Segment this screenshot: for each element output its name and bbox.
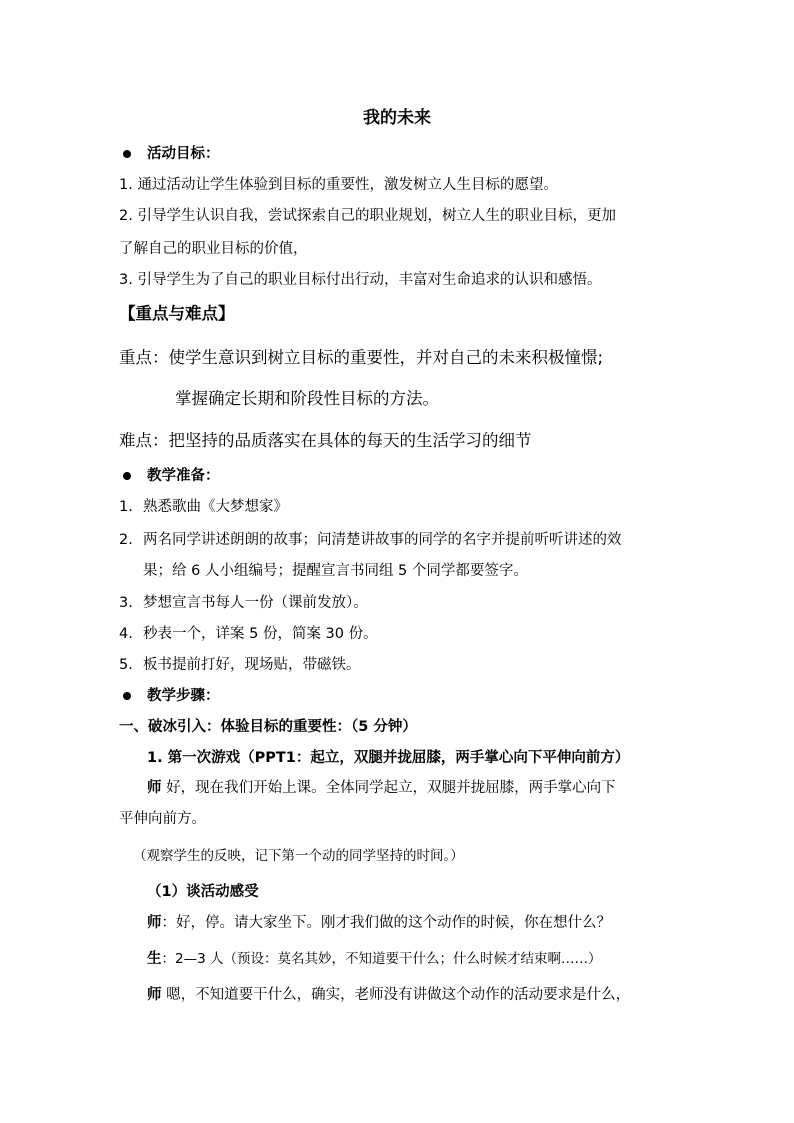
teacher-label: 师: [147, 915, 162, 931]
key-label: 重点：: [119, 348, 169, 367]
teacher-line-cont: 平伸向前方。: [119, 811, 206, 827]
preparation-item: [119, 624, 378, 644]
bullet-icon: [123, 472, 131, 480]
objective-item: 了解自己的职业目标的价值，: [119, 241, 308, 257]
student-line: [147, 949, 601, 969]
observation-note: （观察学生的反映，记下第一个动的同学坚持的时间。）: [133, 848, 464, 864]
teacher-label: 师: [147, 780, 162, 796]
teacher-text: 嗯，不知道要干什么，确实，老师没有讲做这个动作的活动要求是什么，: [161, 987, 631, 1003]
item-number: 3.: [119, 595, 133, 611]
student-text: ：2—3 人（预设：莫名其妙，不知道要干什么；什么时候才结束啊……）: [161, 951, 602, 967]
student-label: 生: [147, 951, 162, 967]
item-text: 秒表一个，详案 5 份，简案 30 份。: [143, 626, 378, 642]
preparation-item: [119, 497, 288, 517]
teacher-label: 师: [147, 987, 162, 1003]
subsection-heading: （1）谈活动感受: [147, 884, 259, 900]
item-text: 板书提前打好，现场贴，带磁铁。: [143, 657, 361, 673]
difficult-label: 难点：: [119, 431, 169, 450]
preparation-item: [119, 593, 368, 613]
preparation-heading: 教学准备：: [147, 468, 220, 484]
teacher-text: ：好，停。请大家坐下。刚才我们做的这个动作的时候，你在想什么？: [161, 915, 611, 931]
teacher-text: 好，现在我们开始上课。全体同学起立，双腿并拢屈膝，两手掌心向下: [161, 780, 616, 796]
section-heading: 一、破冰引入：体验目标的重要性：（5 分钟）: [119, 719, 417, 735]
teacher-line: [147, 778, 616, 798]
item-number: 5.: [119, 657, 133, 673]
item-text: 梦想宣言书每人一份（课前发放）。: [143, 595, 368, 611]
page-title: 我的未来: [363, 108, 431, 128]
item-number: 1.: [119, 499, 133, 515]
objective-item: 1. 通过活动让学生体验到目标的重要性，激发树立人生目标的愿望。: [119, 177, 558, 193]
preparation-item: [119, 655, 361, 675]
objectives-heading: 活动目标：: [147, 146, 220, 162]
item-text: 两名同学讲述朗朗的故事；问清楚讲故事的同学的名字并提前听听讲述的效: [143, 532, 622, 548]
difficult-text: 把坚持的品质落实在具体的每天的生活学习的细节: [168, 431, 532, 450]
bullet-icon: [123, 150, 131, 158]
key-point-line-2: 掌握确定长期和阶段性目标的方法。: [175, 389, 439, 408]
key-text: 使学生意识到树立目标的重要性，并对自己的未来积极憧憬;: [168, 348, 604, 367]
bullet-icon: [123, 692, 131, 700]
teacher-line: [147, 913, 611, 933]
item-text: 熟悉歌曲《大梦想家》: [143, 499, 288, 515]
game-heading: 1. 第一次游戏（PPT1：起立，双腿并拢屈膝，两手掌心向下平伸向前方）: [147, 750, 630, 766]
preparation-item-cont: 果；给 6 人小组编号；提醒宣言书同组 5 个同学都要签字。: [143, 563, 528, 579]
objective-item: 2. 引导学生认识自我，尝试探索自己的职业规划，树立人生的职业目标，更加: [119, 208, 616, 224]
steps-heading: 教学步骤：: [147, 688, 220, 704]
key-point-line: [119, 347, 603, 369]
item-number: 2.: [119, 532, 133, 548]
key-points-heading: 【重点与难点】: [119, 304, 235, 323]
teacher-line: [147, 985, 630, 1005]
objective-item: 3. 引导学生为了自己的职业目标付出行动，丰富对生命追求的认识和感悟。: [119, 272, 602, 288]
preparation-item: [119, 530, 622, 550]
difficult-point-line: [119, 430, 532, 452]
item-number: 4.: [119, 626, 133, 642]
